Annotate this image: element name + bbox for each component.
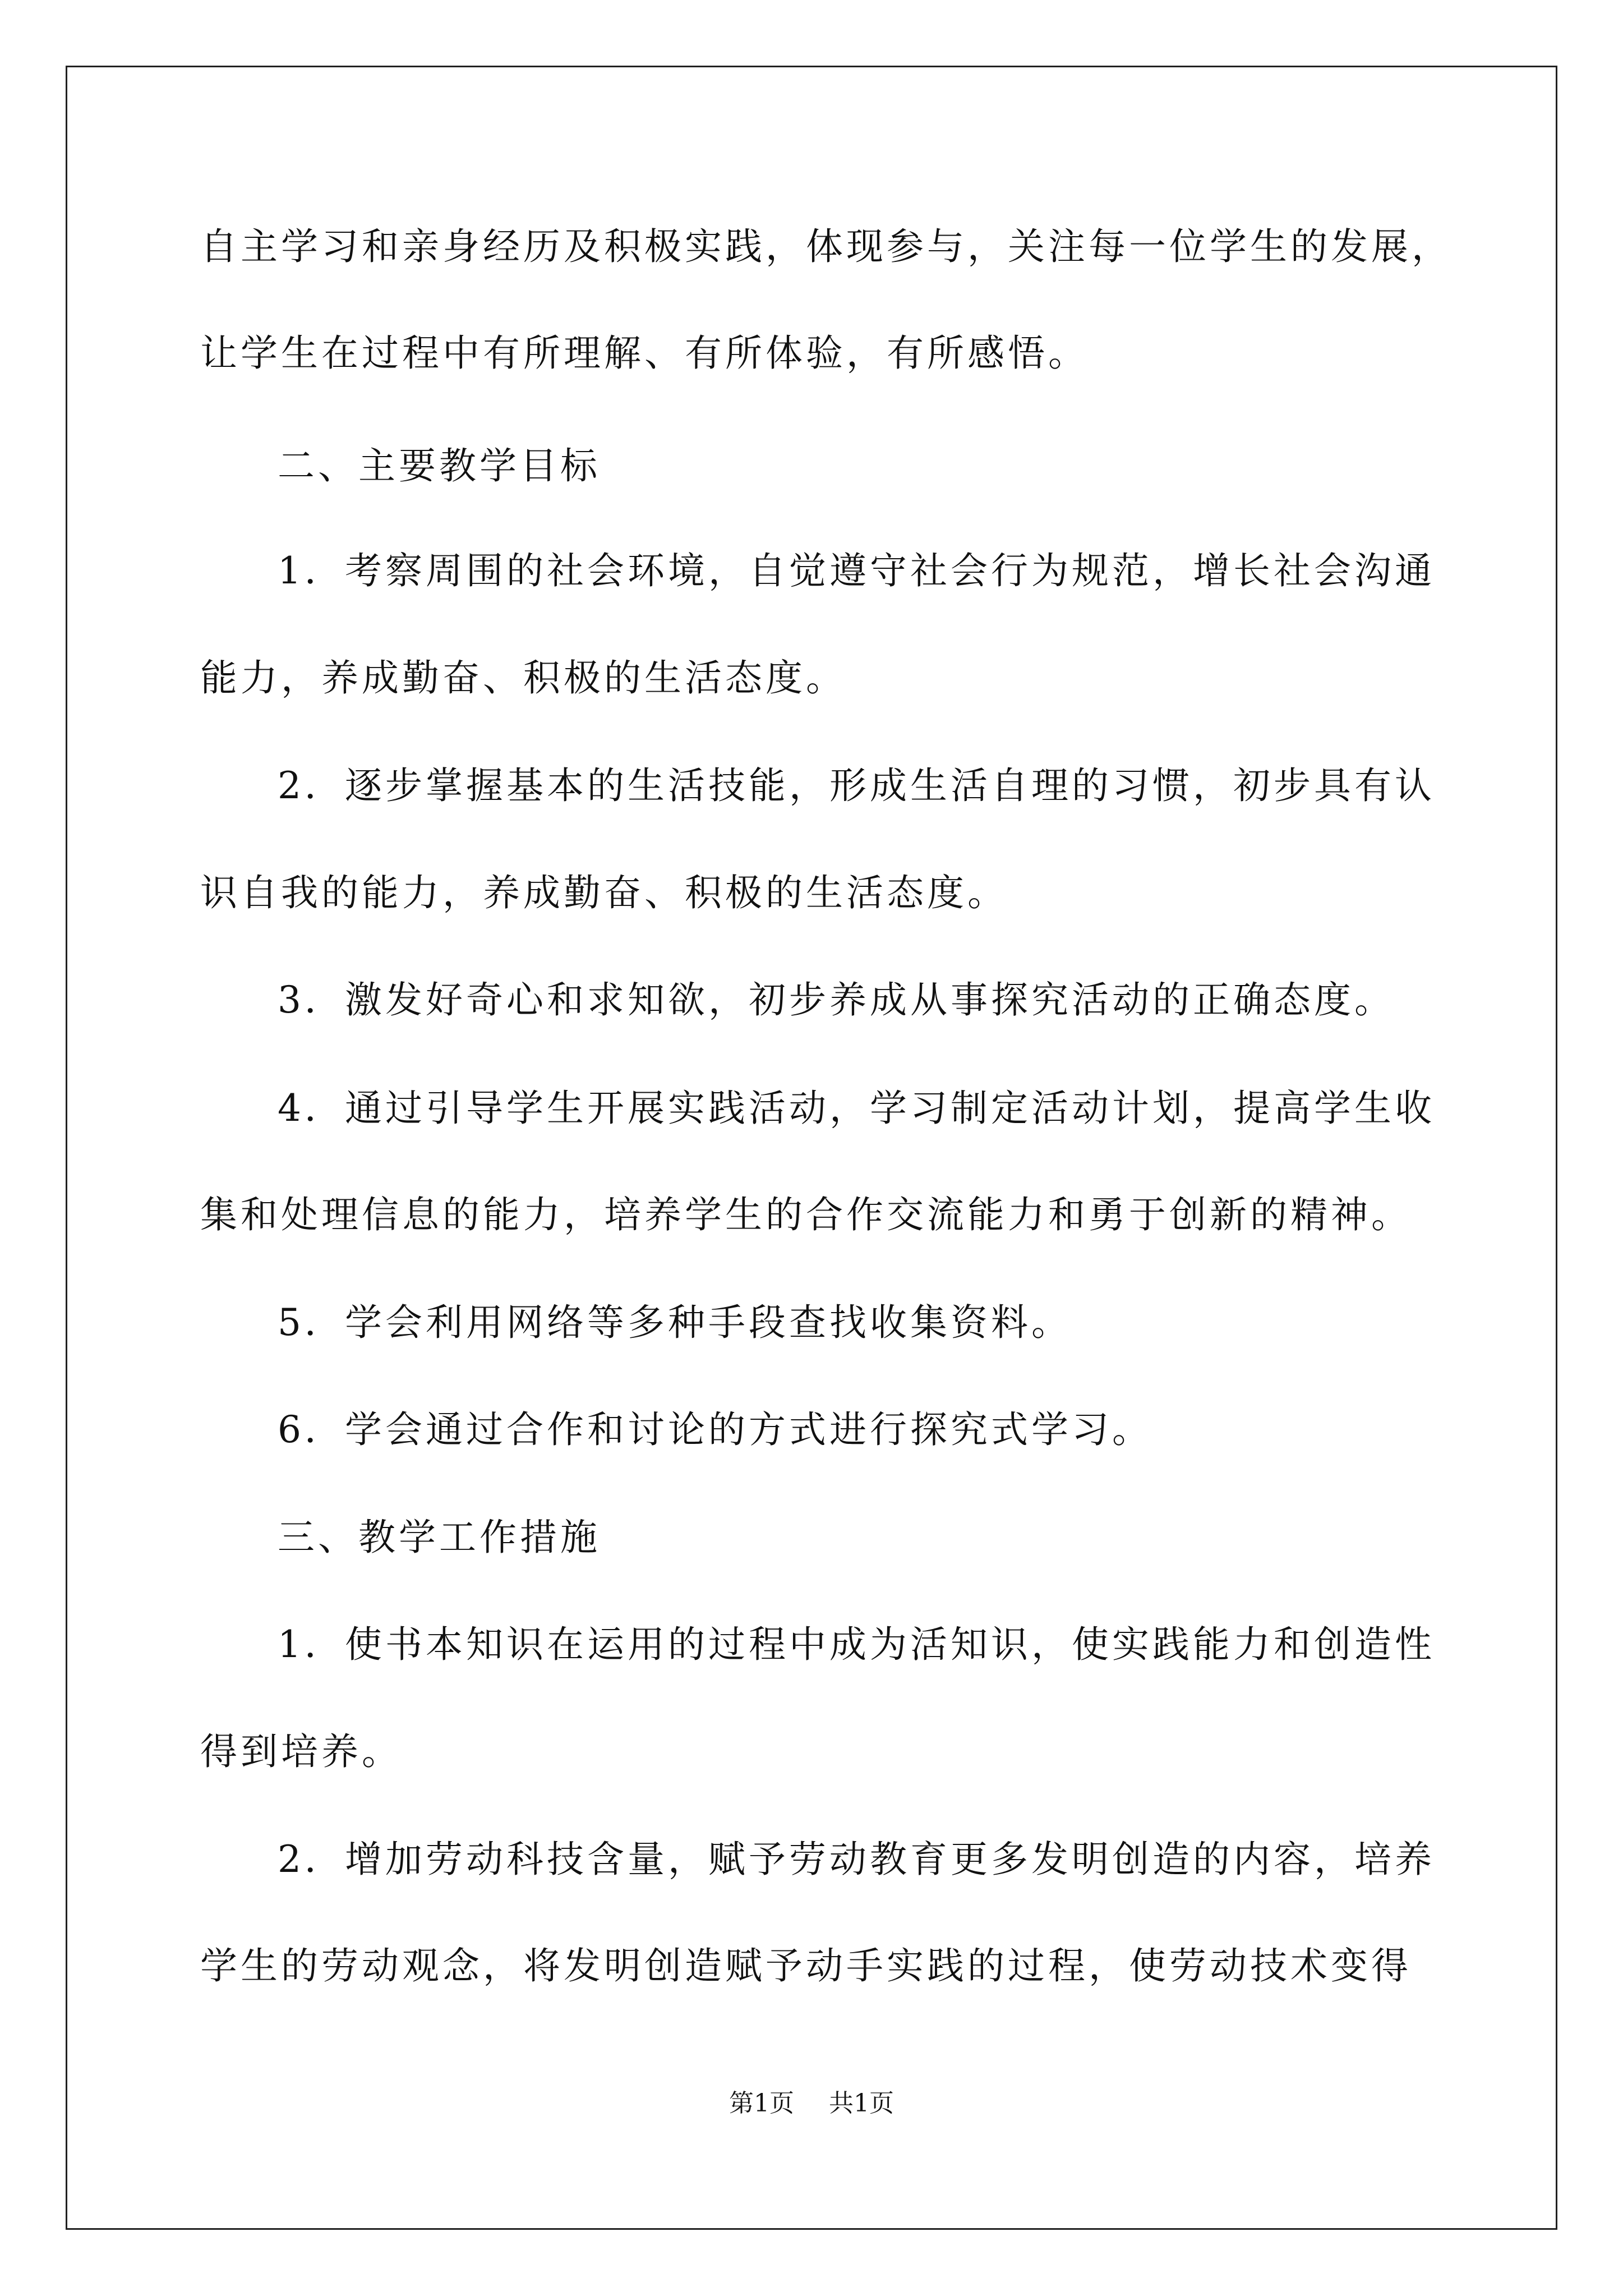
text-line-12: 6．学会通过合作和讨论的方式进行探究式学习。 <box>278 1408 1152 1451</box>
text-line-14: 1．使书本知识在运用的过程中成为活知识，使实践能力和创造性 <box>278 1623 1435 1666</box>
text-line-17: 学生的劳动观念，将发明创造赋予动手实践的过程，使劳动技术变得 <box>200 1944 1412 1987</box>
text-line-9: 4．通过引导学生开展实践活动，学习制定活动计划，提高学生收 <box>278 1087 1435 1130</box>
page-footer <box>0 2087 1623 2120</box>
page-number-current: 第1页 <box>729 2089 794 2118</box>
section-heading-objectives: 二、主要教学目标 <box>278 444 601 487</box>
text-line-5: 能力，养成勤奋、积极的生活态度。 <box>200 656 846 700</box>
text-line-1: 自主学习和亲身经历及积极实践，体现参与，关注每一位学生的发展， <box>200 225 1452 268</box>
text-line-10: 集和处理信息的能力，培养学生的合作交流能力和勇于创新的精神。 <box>200 1193 1412 1236</box>
text-line-2: 让学生在过程中有所理解、有所体验，有所感悟。 <box>200 332 1089 375</box>
text-line-8: 3．激发好奇心和求知欲，初步养成从事探究活动的正确态度。 <box>278 978 1395 1022</box>
section-heading-measures: 三、教学工作措施 <box>278 1516 601 1559</box>
text-line-7: 识自我的能力，养成勤奋、积极的生活态度。 <box>200 871 1008 914</box>
text-line-11: 5．学会利用网络等多种手段查找收集资料。 <box>278 1301 1072 1344</box>
text-line-4: 1．考察周围的社会环境，自觉遵守社会行为规范，增长社会沟通 <box>278 549 1435 592</box>
text-line-16: 2．增加劳动科技含量，赋予劳动教育更多发明创造的内容，培养 <box>278 1838 1435 1881</box>
page-number-total: 共1页 <box>829 2089 894 2118</box>
page-border <box>66 66 1557 2230</box>
text-line-6: 2．逐步掌握基本的生活技能，形成生活自理的习惯，初步具有认 <box>278 764 1435 807</box>
text-line-15: 得到培养。 <box>200 1730 402 1773</box>
